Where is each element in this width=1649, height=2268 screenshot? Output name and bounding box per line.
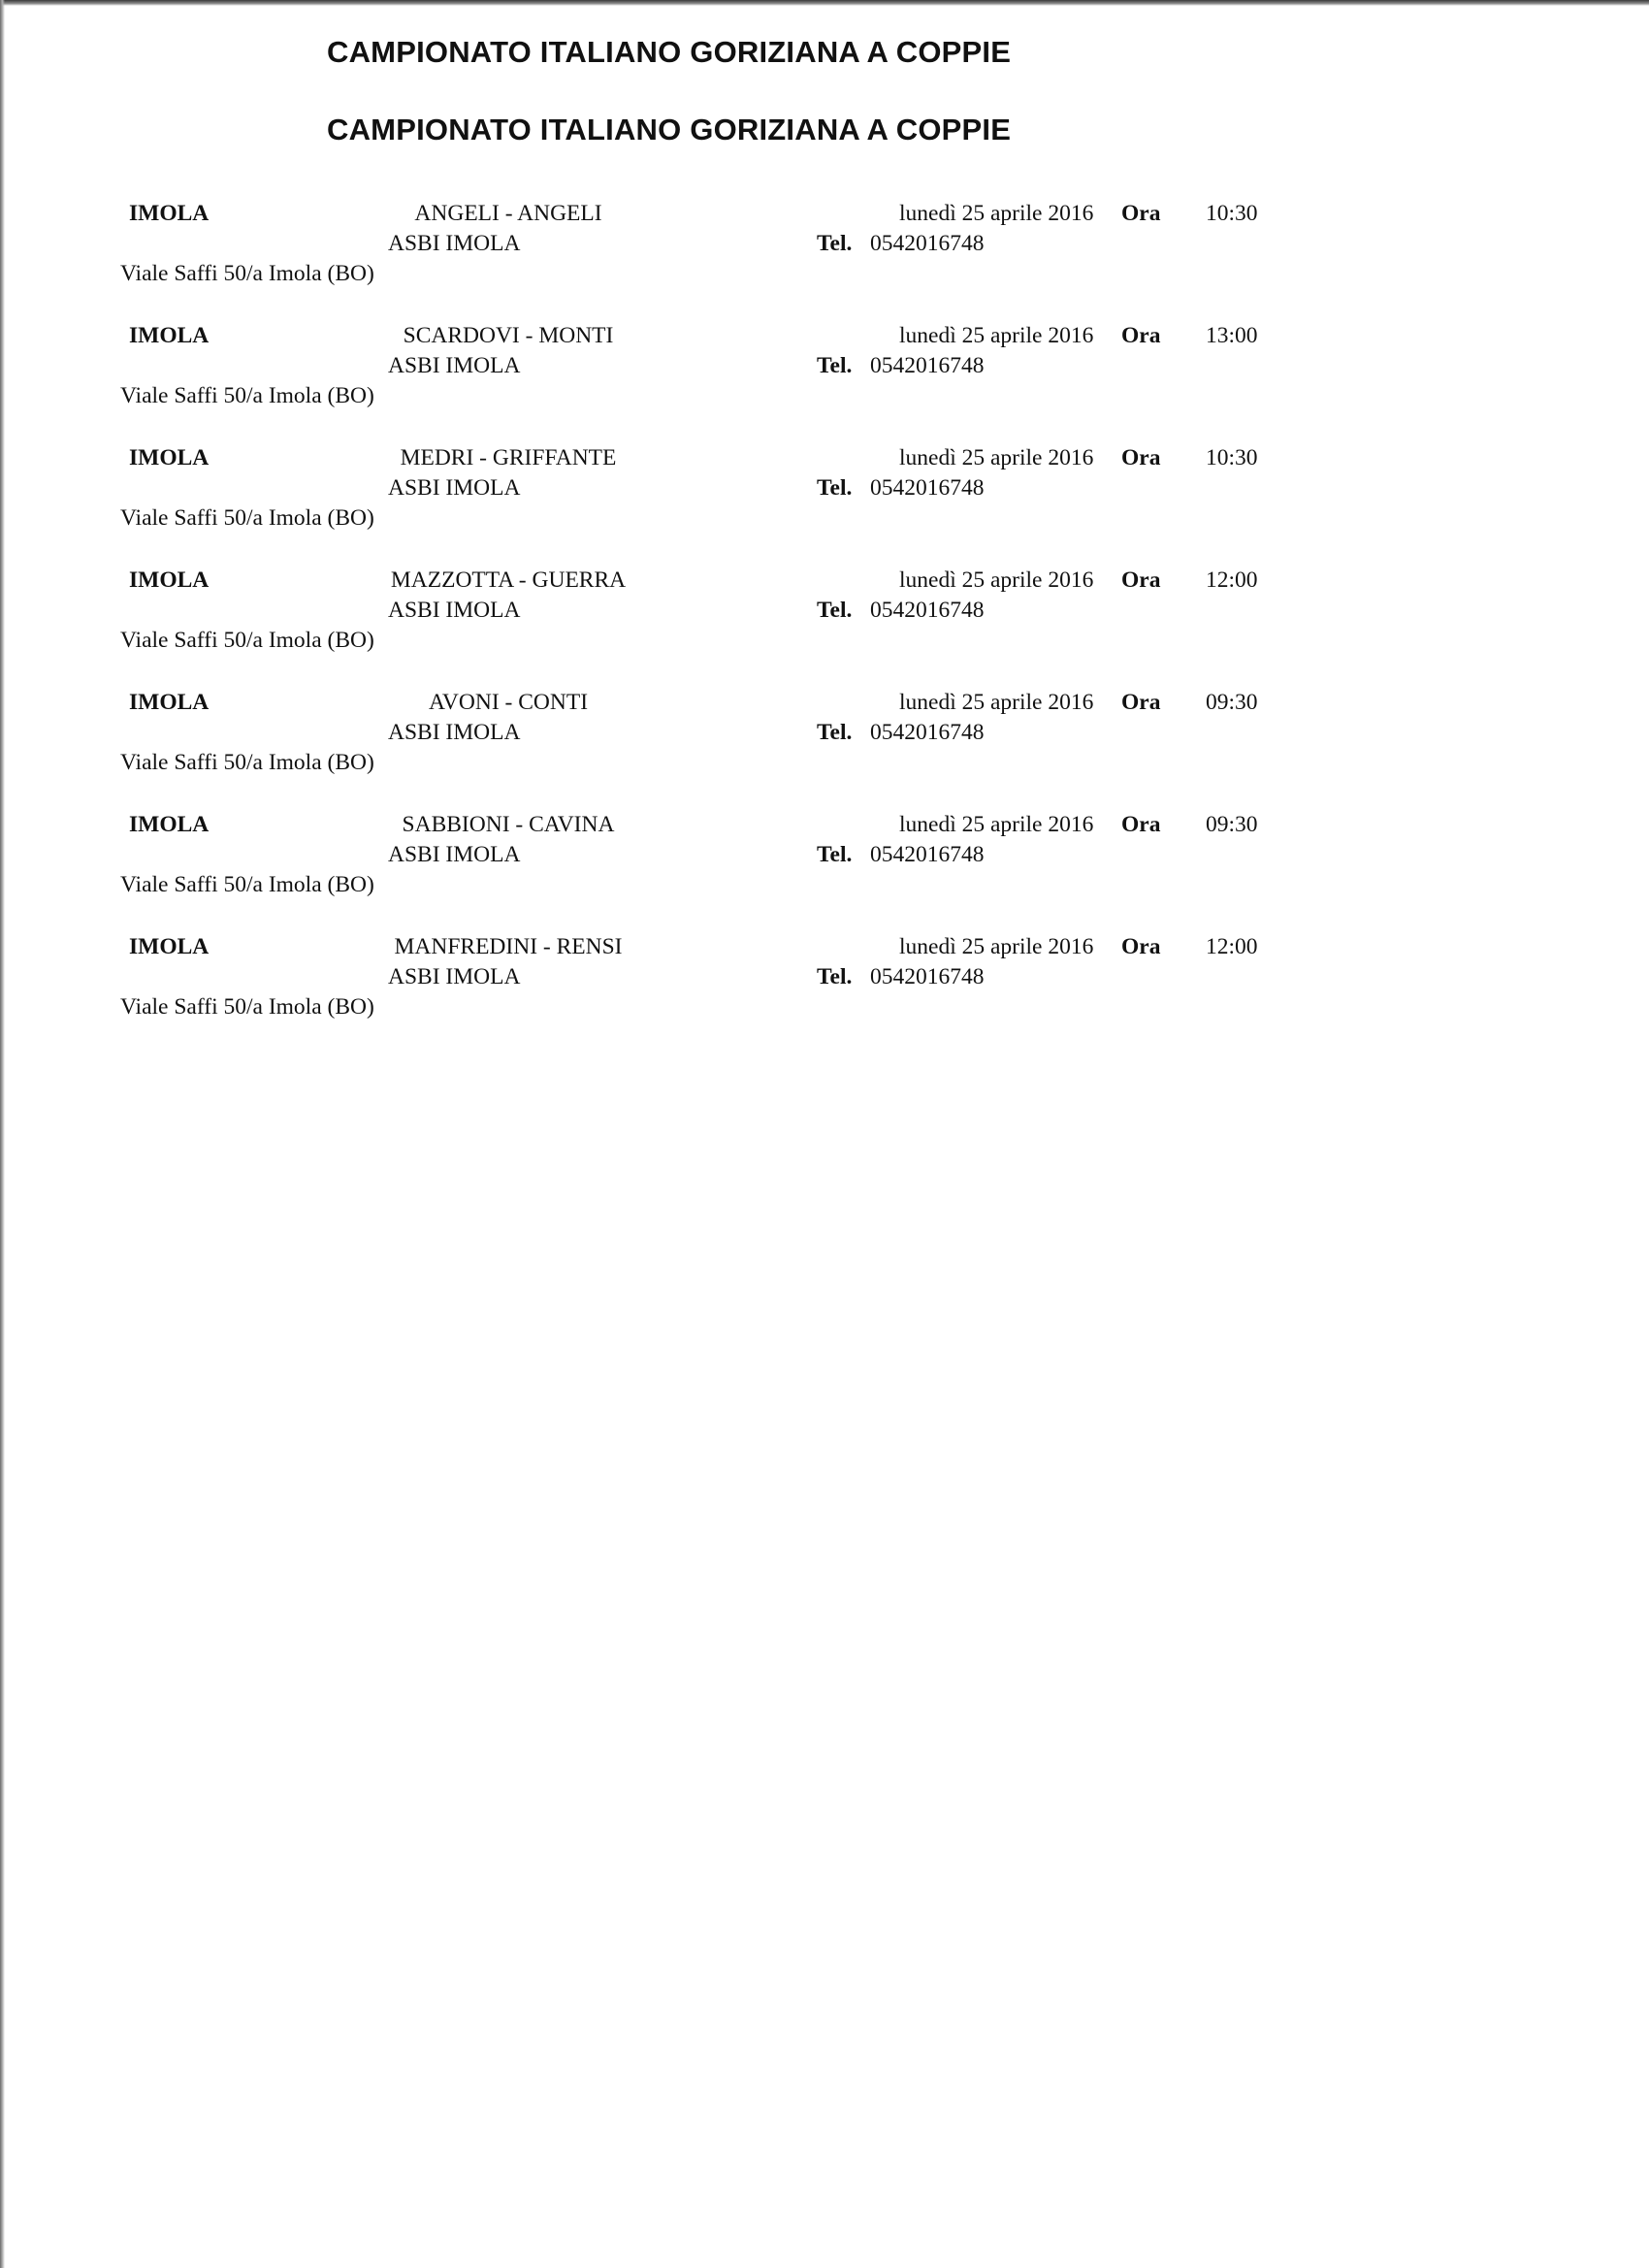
entry-ora-label: Ora <box>1121 690 1161 715</box>
entry-tel-label: Tel. <box>817 964 853 989</box>
entry-date: lunedì 25 aprile 2016 <box>899 690 1094 715</box>
entry-city: IMOLA <box>129 445 210 470</box>
entry-club: ASBI IMOLA <box>388 964 521 989</box>
match-entry <box>0 932 1649 1054</box>
entry-city: IMOLA <box>129 812 210 837</box>
document-subtitle: CAMPIONATO ITALIANO GORIZIANA A COPPIE <box>327 113 1012 146</box>
entry-pair: MEDRI - GRIFFANTE <box>400 445 617 470</box>
entry-address: Viale Saffi 50/a Imola (BO) <box>120 261 374 286</box>
entry-ora-label: Ora <box>1121 445 1161 470</box>
entry-time: 09:30 <box>1206 690 1258 715</box>
entry-address: Viale Saffi 50/a Imola (BO) <box>120 505 374 531</box>
entry-phone: 0542016748 <box>870 353 985 378</box>
entry-pair: AVONI - CONTI <box>428 690 589 715</box>
entry-club: ASBI IMOLA <box>388 231 521 256</box>
match-entry <box>0 199 1649 321</box>
entry-time: 10:30 <box>1206 445 1258 470</box>
entry-pair: MAZZOTTA - GUERRA <box>390 567 627 593</box>
entry-club: ASBI IMOLA <box>388 475 521 501</box>
entry-city: IMOLA <box>129 934 210 959</box>
entry-phone: 0542016748 <box>870 598 985 623</box>
entry-pair: MANFREDINI - RENSI <box>394 934 623 959</box>
entry-date: lunedì 25 aprile 2016 <box>899 812 1094 837</box>
entry-ora-label: Ora <box>1121 201 1161 226</box>
entry-ora-label: Ora <box>1121 812 1161 837</box>
entry-phone: 0542016748 <box>870 842 985 867</box>
entry-ora-label: Ora <box>1121 567 1161 593</box>
entry-tel-label: Tel. <box>817 842 853 867</box>
entry-city: IMOLA <box>129 323 210 348</box>
match-entry <box>0 688 1649 810</box>
entry-date: lunedì 25 aprile 2016 <box>899 323 1094 348</box>
entry-date: lunedì 25 aprile 2016 <box>899 934 1094 959</box>
entry-club: ASBI IMOLA <box>388 598 521 623</box>
entry-ora-label: Ora <box>1121 934 1161 959</box>
entry-city: IMOLA <box>129 201 210 226</box>
scan-top-edge <box>0 0 1649 6</box>
match-entry <box>0 810 1649 932</box>
match-entry <box>0 566 1649 688</box>
entry-tel-label: Tel. <box>817 720 853 745</box>
entry-time: 12:00 <box>1206 934 1258 959</box>
entry-date: lunedì 25 aprile 2016 <box>899 567 1094 593</box>
entry-tel-label: Tel. <box>817 231 853 256</box>
entry-date: lunedì 25 aprile 2016 <box>899 445 1094 470</box>
match-entry <box>0 443 1649 566</box>
entry-tel-label: Tel. <box>817 353 853 378</box>
entry-pair: SCARDOVI - MONTI <box>403 323 614 348</box>
entry-address: Viale Saffi 50/a Imola (BO) <box>120 628 374 653</box>
document-title: CAMPIONATO ITALIANO GORIZIANA A COPPIE <box>327 35 1012 69</box>
entry-phone: 0542016748 <box>870 964 985 989</box>
entry-ora-label: Ora <box>1121 323 1161 348</box>
entry-time: 09:30 <box>1206 812 1258 837</box>
entry-tel-label: Tel. <box>817 475 853 501</box>
entry-city: IMOLA <box>129 567 210 593</box>
entry-club: ASBI IMOLA <box>388 842 521 867</box>
entry-time: 13:00 <box>1206 323 1258 348</box>
entry-address: Viale Saffi 50/a Imola (BO) <box>120 383 374 408</box>
entry-address: Viale Saffi 50/a Imola (BO) <box>120 872 374 897</box>
entry-pair: ANGELI - ANGELI <box>414 201 602 226</box>
entry-club: ASBI IMOLA <box>388 353 521 378</box>
entry-city: IMOLA <box>129 690 210 715</box>
entry-time: 12:00 <box>1206 567 1258 593</box>
entry-address: Viale Saffi 50/a Imola (BO) <box>120 750 374 775</box>
entry-pair: SABBIONI - CAVINA <box>402 812 615 837</box>
entry-phone: 0542016748 <box>870 231 985 256</box>
entry-club: ASBI IMOLA <box>388 720 521 745</box>
entry-tel-label: Tel. <box>817 598 853 623</box>
entry-time: 10:30 <box>1206 201 1258 226</box>
entry-address: Viale Saffi 50/a Imola (BO) <box>120 994 374 1020</box>
match-entry <box>0 321 1649 443</box>
entry-phone: 0542016748 <box>870 720 985 745</box>
entry-phone: 0542016748 <box>870 475 985 501</box>
entry-date: lunedì 25 aprile 2016 <box>899 201 1094 226</box>
